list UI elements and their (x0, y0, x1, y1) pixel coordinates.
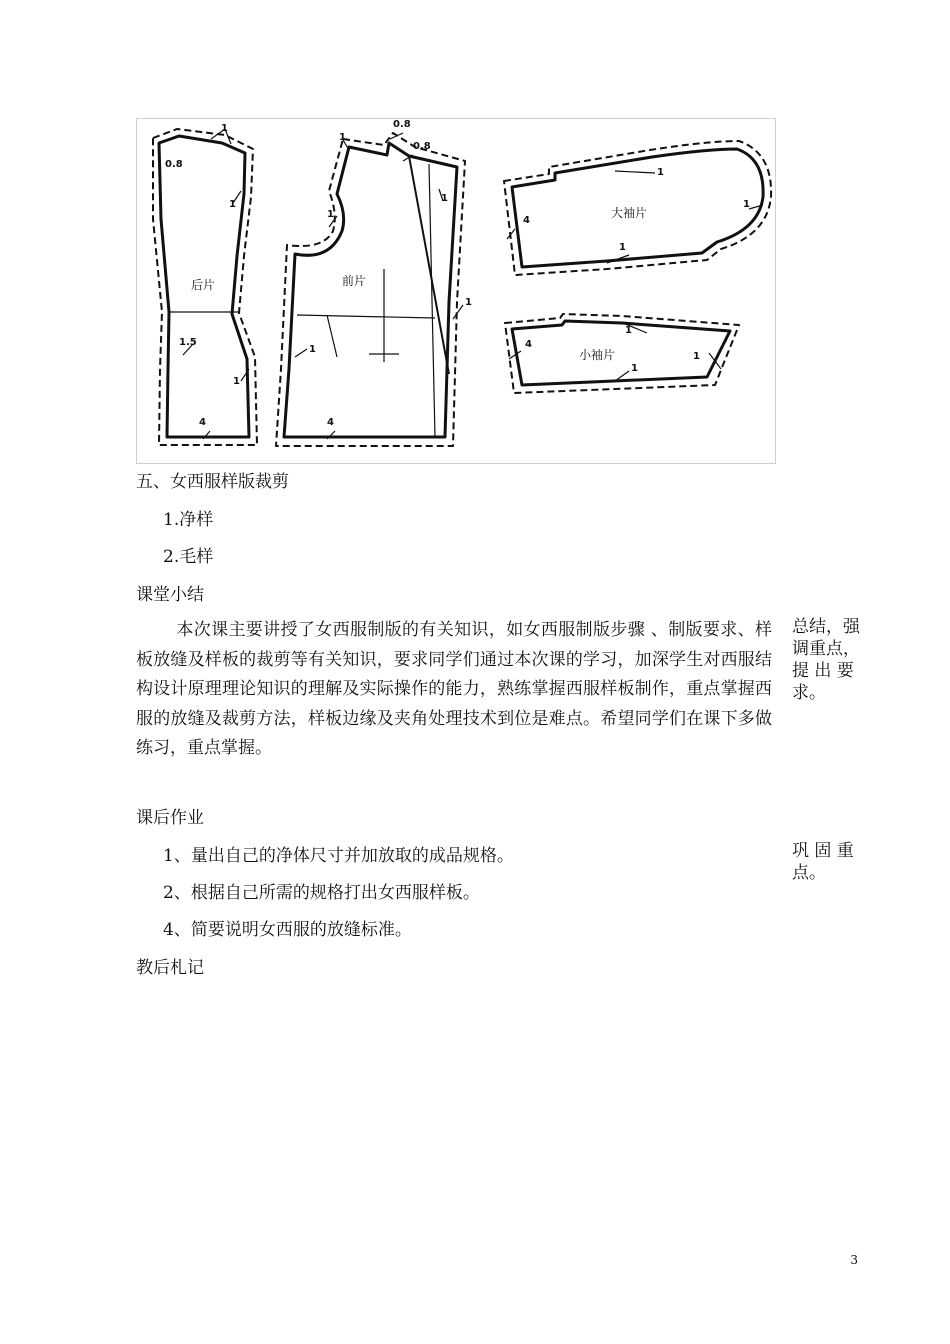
summary-heading: 课堂小结 (136, 585, 204, 605)
homework-item: 4、简要说明女西服的放缝标准。 (163, 920, 412, 940)
allowance-label: 4 (199, 417, 206, 428)
homework-item: 1、量出自己的净体尺寸并加放取的成品规格。 (163, 846, 514, 866)
allowance-label: 1 (229, 199, 236, 210)
allowance-label: 1 (625, 325, 632, 336)
allowance-label: 0.8 (165, 159, 183, 170)
front-waist-line (297, 315, 435, 318)
back-piece-label: 后片 (191, 278, 216, 292)
top-sleeve-label: 大袖片 (611, 206, 648, 220)
homework-heading: 课后作业 (136, 808, 204, 828)
homework-side-note: 巩 固 重点。 (792, 841, 854, 883)
reflection-heading: 教后札记 (136, 958, 204, 978)
allowance-label: 1 (327, 209, 334, 220)
front-dart-line (327, 315, 337, 357)
allowance-label: 1 (339, 132, 346, 143)
allowance-label: 1 (309, 344, 316, 355)
allowance-label: 1 (221, 123, 228, 134)
allowance-label: 1 (657, 167, 664, 178)
section5-item: 2.毛样 (163, 547, 214, 567)
allowance-label: 4 (327, 417, 334, 428)
pattern-figure (136, 118, 776, 464)
under-sleeve-label: 小袖片 (579, 348, 616, 362)
summary-text: 本次课主要讲授了女西服制版的有关知识，如女西服制版步骤 、制版要求、样板放缝及样板的裁剪等有关知识，要求同学们通过本次课的学习，加深学生对西服结构设计原理理论知识的理解及实际操作的能力，熟练掌握西服样板制作，重点掌握西服的放缝及裁剪方法，样板边缘及夹角处理技术到位是难点。希望同学们在课下多做练习，重点掌握。 (136, 620, 772, 758)
summary-side-note: 总结，强调重点，提 出 要求。 (792, 617, 860, 703)
allowance-label: 1 (465, 297, 472, 308)
front-center-line (429, 164, 435, 437)
allowance-label: 1.5 (179, 337, 197, 348)
allowance-label: 1 (743, 199, 750, 210)
front-piece-outline (284, 143, 457, 437)
allowance-label: 1 (693, 351, 700, 362)
pattern-drawing (137, 119, 775, 463)
allowance-label: 4 (525, 339, 532, 350)
homework-item: 2、根据自己所需的规格打出女西服样板。 (163, 883, 480, 903)
leader-lines (183, 129, 763, 439)
section5-heading: 五、女西服样版裁剪 (136, 472, 289, 492)
allowance-label: 4 (523, 215, 530, 226)
front-piece-allowance (276, 133, 465, 446)
allowance-label: 1 (631, 363, 638, 374)
allowance-label: 0.8 (393, 119, 411, 130)
allowance-label: 1 (233, 376, 240, 387)
section5-item: 1.净样 (163, 510, 214, 530)
page-number: 3 (850, 1253, 858, 1267)
allowance-label: 1 (441, 193, 448, 204)
allowance-label: 1 (619, 242, 626, 253)
summary-paragraph (136, 616, 772, 764)
front-piece-label: 前片 (342, 274, 367, 288)
allowance-label: 0.8 (413, 141, 431, 152)
